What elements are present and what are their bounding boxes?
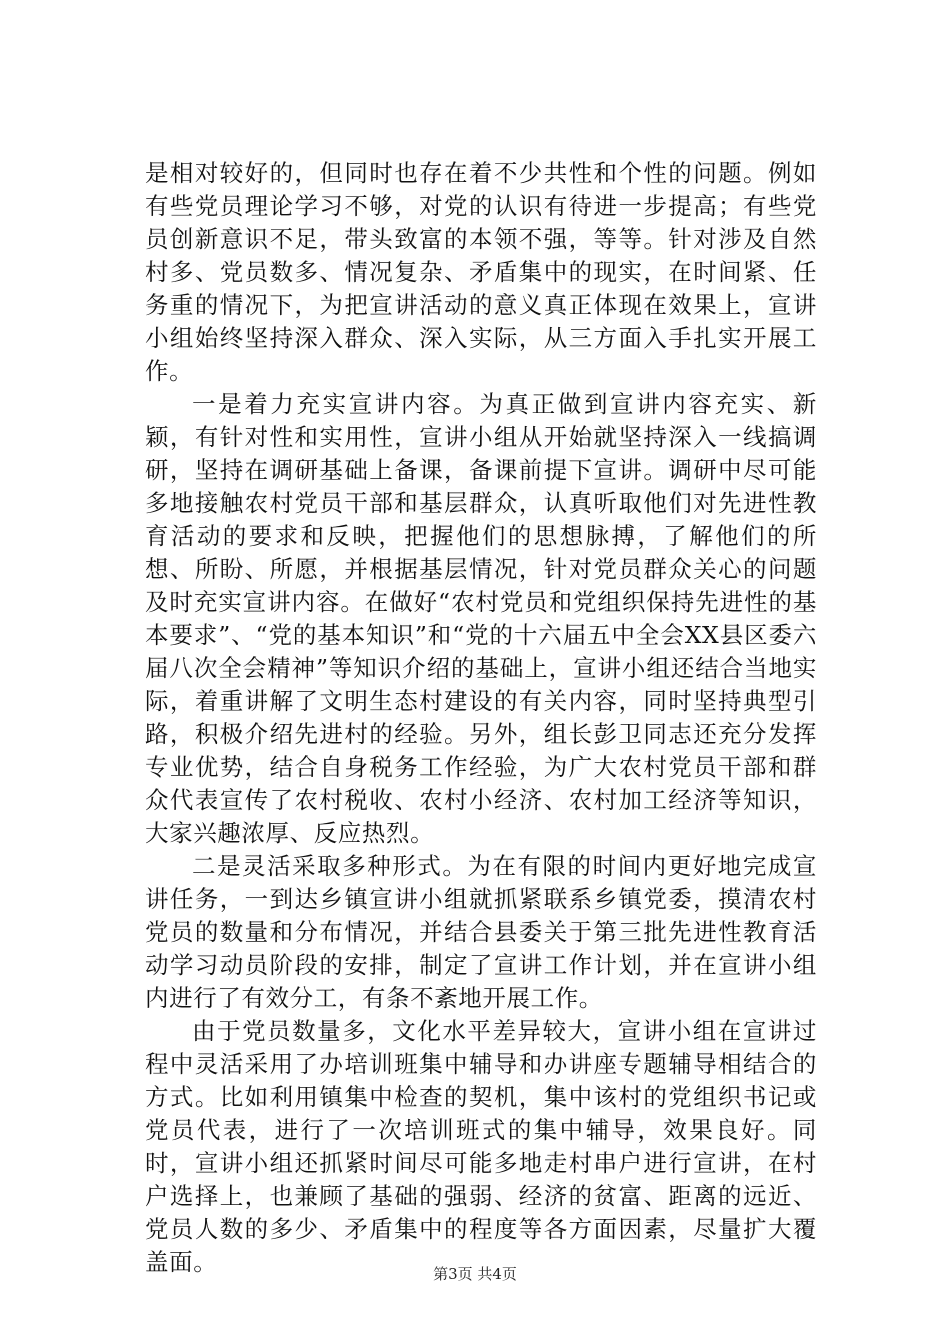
- paragraph-4: 由于党员数量多，文化水平差异较大，宣讲小组在宣讲过程中灵活采用了办培训班集中辅导和办讲座专题辅导相结合的方式。比如利用镇集中检查的契机，集中该村的党组织书记或党员代表，进行了一次培训班式的集中辅导，效果良好。同时，宣讲小组还抓紧时间尽可能多地走村串户进行宣讲，在村户选择上，也兼顾了基础的强弱、经济的贫富、距离的远近、党员人数的多少、矛盾集中的程度等各方面因素，尽量扩大覆盖面。: [145, 1017, 817, 1276]
- paragraph-3: 二是灵活采取多种形式。为在有限的时间内更好地完成宣讲任务，一到达乡镇宣讲小组就抓紧联系乡镇党委，摸清农村党员的数量和分布情况，并结合县委关于第三批先进性教育活动学习动员阶段的安排，制定了宣讲工作计划，并在宣讲小组内进行了有效分工，有条不紊地开展工作。: [145, 852, 817, 1012]
- body-text: [145, 157, 817, 1279]
- paragraph-2: 一是着力充实宣讲内容。为真正做到宣讲内容充实、新颖，有针对性和实用性，宣讲小组从开始就坚持深入一线搞调研，坚持在调研基础上备课，备课前提下宣讲。调研中尽可能多地接触农村党员干部和基层群众，认真听取他们对先进性教育活动的要求和反映，把握他们的思想脉搏，了解他们的所想、所盼、所愿，并根据基层情况，针对党员群众关心的问题及时充实宣讲内容。在做好“农村党员和党组织保持先进性的基本要求”、“党的基本知识”和“党的十六届五中全会XX县区委六届八次全会精神”等知识介绍的基础上，宣讲小组还结合当地实际，着重讲解了文明生态村建设的有关内容，同时坚持典型引路，积极介绍先进村的经验。另外，组长彭卫同志还充分发挥专业优势，结合自身税务工作经验，为广大农村党员干部和群众代表宣传了农村税收、农村小经济、农村加工经济等知识，大家兴趣浓厚、反应热烈。: [145, 390, 817, 847]
- page-number-footer: 第3页 共4页: [433, 1265, 517, 1283]
- paragraph-1: 是相对较好的，但同时也存在着不少共性和个性的问题。例如有些党员理论学习不够，对党的认识有待进一步提高；有些党员创新意识不足，带头致富的本领不强，等等。针对涉及自然村多、党员数多、情况复杂、矛盾集中的现实，在时间紧、任务重的情况下，为把宣讲活动的意义真正体现在效果上，宣讲小组始终坚持深入群众、深入实际，从三方面入手扎实开展工作。: [145, 159, 817, 385]
